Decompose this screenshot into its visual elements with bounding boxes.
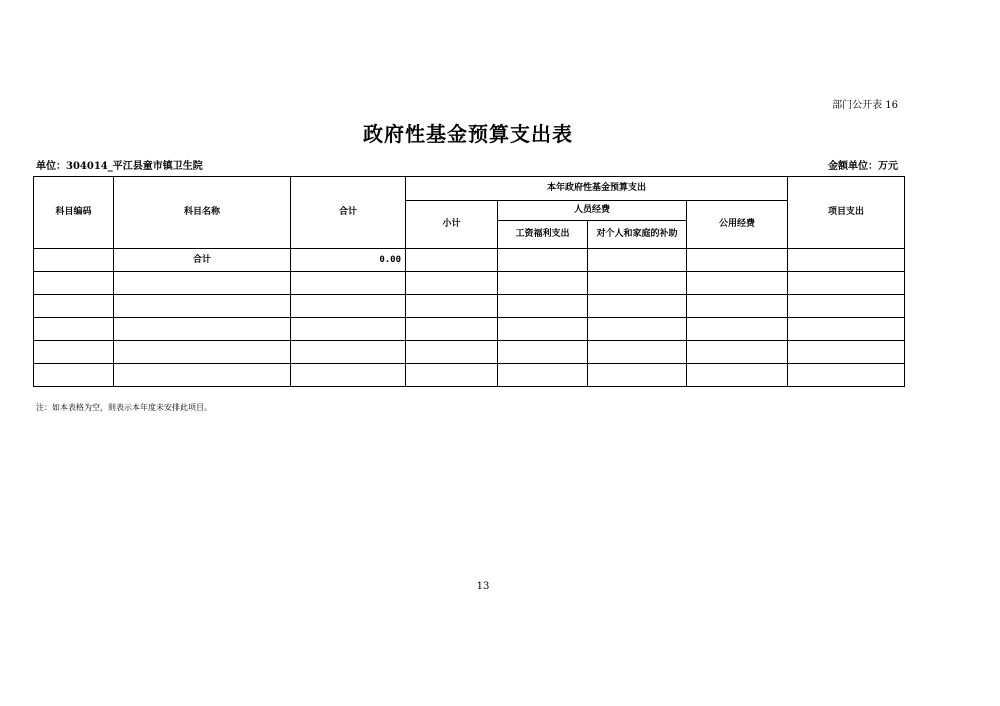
cell-wages bbox=[498, 341, 588, 364]
cell-wages bbox=[498, 249, 588, 272]
cell-name: 合计 bbox=[114, 249, 291, 272]
cell-name bbox=[114, 272, 291, 295]
cell-subtotal bbox=[406, 249, 498, 272]
table-row bbox=[34, 318, 905, 341]
table-row bbox=[34, 364, 905, 387]
cell-wages bbox=[498, 318, 588, 341]
cell-project bbox=[788, 272, 905, 295]
header-subsidy: 对个人和家庭的补助 bbox=[588, 221, 687, 249]
budget-table bbox=[33, 176, 905, 387]
header-project: 项目支出 bbox=[788, 177, 905, 249]
cell-wages bbox=[498, 272, 588, 295]
cell-code bbox=[34, 272, 114, 295]
header-row-1 bbox=[34, 177, 905, 201]
cell-public bbox=[687, 341, 788, 364]
cell-name bbox=[114, 295, 291, 318]
cell-subsidy bbox=[588, 272, 687, 295]
cell-project bbox=[788, 341, 905, 364]
table-row bbox=[34, 249, 905, 272]
header-wages: 工资福利支出 bbox=[498, 221, 588, 249]
header-public: 公用经费 bbox=[687, 201, 788, 249]
cell-project bbox=[788, 295, 905, 318]
header-current-year-group: 本年政府性基金预算支出 bbox=[406, 177, 788, 201]
cell-project bbox=[788, 318, 905, 341]
cell-code bbox=[34, 364, 114, 387]
cell-wages bbox=[498, 295, 588, 318]
cell-project bbox=[788, 249, 905, 272]
cell-subsidy bbox=[588, 295, 687, 318]
cell-public bbox=[687, 364, 788, 387]
table-row bbox=[34, 341, 905, 364]
cell-subtotal bbox=[406, 295, 498, 318]
table-code: 部门公开表 16 bbox=[832, 100, 898, 111]
cell-total: 0.00 bbox=[291, 249, 406, 272]
header-subject-code: 科目编码 bbox=[34, 177, 114, 249]
cell-public bbox=[687, 249, 788, 272]
header-personnel-group: 人员经费 bbox=[498, 201, 687, 221]
cell-subsidy bbox=[588, 341, 687, 364]
cell-public bbox=[687, 295, 788, 318]
cell-subtotal bbox=[406, 341, 498, 364]
page-title: 政府性基金预算支出表 bbox=[363, 122, 573, 146]
cell-subsidy bbox=[588, 364, 687, 387]
header-subtotal: 小计 bbox=[406, 201, 498, 249]
cell-total bbox=[291, 364, 406, 387]
cell-code bbox=[34, 249, 114, 272]
cell-public bbox=[687, 318, 788, 341]
header-total: 合计 bbox=[291, 177, 406, 249]
cell-total bbox=[291, 341, 406, 364]
amount-unit-label: 金额单位：万元 bbox=[828, 161, 898, 172]
cell-name bbox=[114, 364, 291, 387]
header-subject-name: 科目名称 bbox=[114, 177, 291, 249]
cell-subsidy bbox=[588, 249, 687, 272]
cell-project bbox=[788, 364, 905, 387]
cell-subtotal bbox=[406, 364, 498, 387]
cell-code bbox=[34, 341, 114, 364]
cell-subtotal bbox=[406, 272, 498, 295]
cell-name bbox=[114, 318, 291, 341]
cell-code bbox=[34, 295, 114, 318]
footnote: 注：如本表格为空，则表示本年度未安排此项目。 bbox=[36, 403, 212, 412]
table-row bbox=[34, 295, 905, 318]
cell-total bbox=[291, 318, 406, 341]
cell-name bbox=[114, 341, 291, 364]
cell-wages bbox=[498, 364, 588, 387]
cell-subtotal bbox=[406, 318, 498, 341]
table-row bbox=[34, 272, 905, 295]
cell-code bbox=[34, 318, 114, 341]
cell-public bbox=[687, 272, 788, 295]
cell-total bbox=[291, 295, 406, 318]
unit-label: 单位：304014_平江县童市镇卫生院 bbox=[36, 161, 203, 172]
cell-subsidy bbox=[588, 318, 687, 341]
cell-total bbox=[291, 272, 406, 295]
page-number: 13 bbox=[476, 581, 490, 592]
